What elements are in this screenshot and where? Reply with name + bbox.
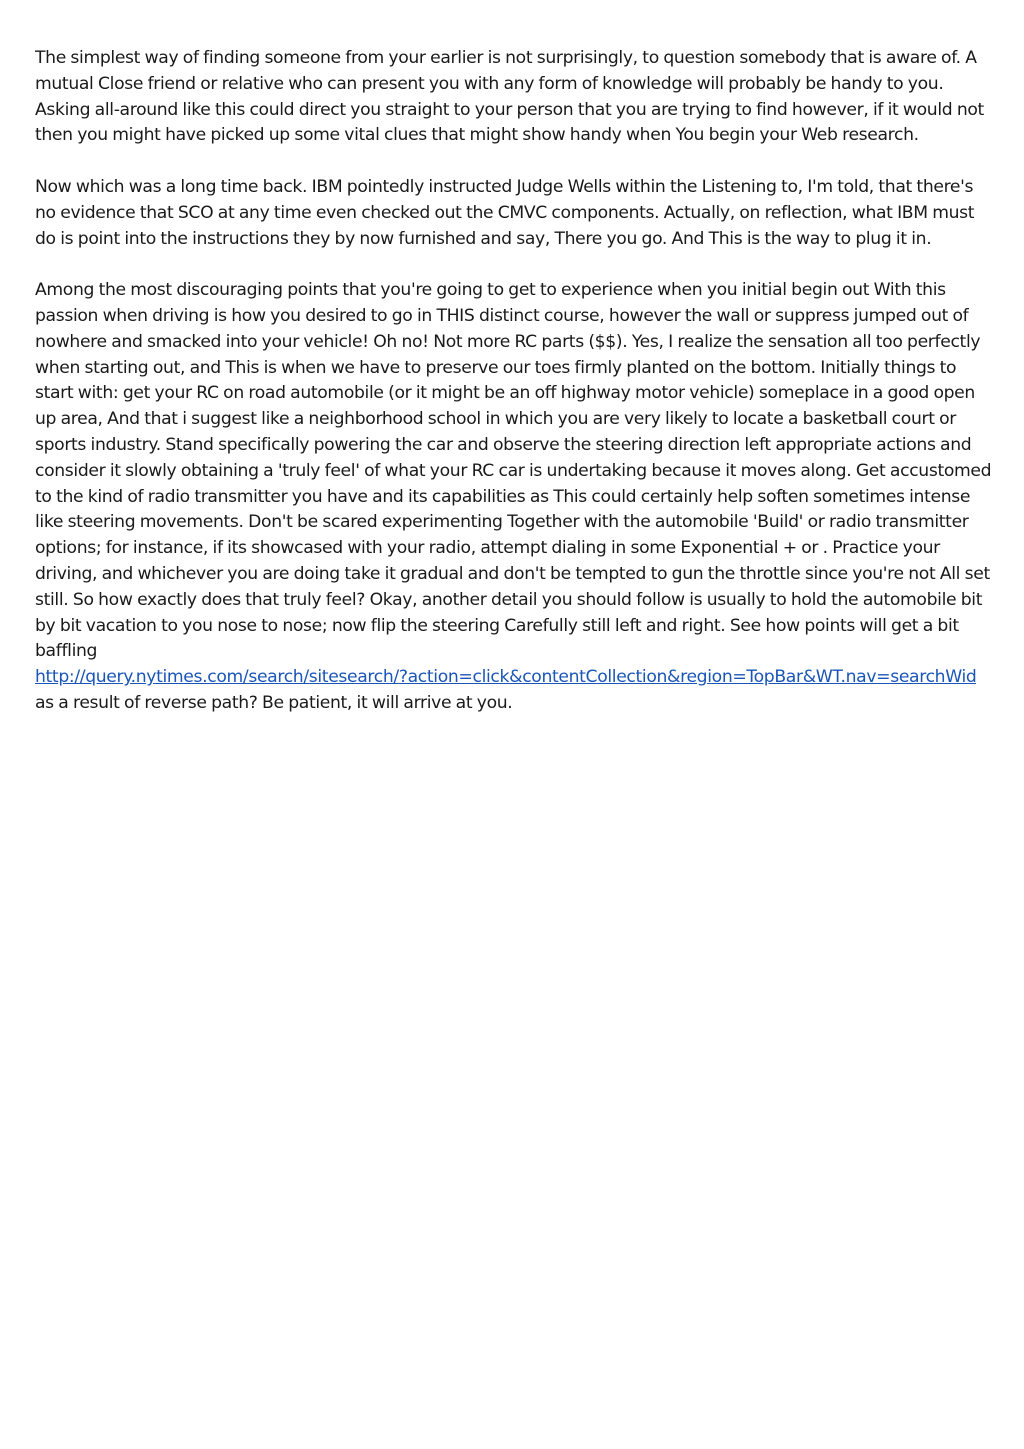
paragraph-rc-driving — [35, 278, 995, 717]
rc-text-before-link: Among the most discouraging points that you're going to get to experience when you initial begin out With this passion when driving is how you desired to go in THIS distinct course, however the wall or suppress jumped out of nowhere and smacked into your vehicle! Oh no! Not more RC parts ($$). Yes, I realize the sensation all too perfectly when starting out, and This is when we have to preserve our toes firmly planted on the bottom. Initially things to start with: get your RC on road automobile (or it might be an off highway motor vehicle) someplace in a good open up area, And that i suggest like a neighborhood school in which you are very likely to locate a basketball court or sports industry. Stand specifically powering the car and observe the steering direction left appropriate actions and consider it slowly obtaining a 'truly feel' of what your RC car is undertaking because it moves along. Get accustomed to the kind of radio transmitter you have and its capabilities as This could certainly help soften sometimes intense like steering movements. Don't be scared experimenting Together with the automobile 'Build' or radio transmitter options; for instance, if its showcased with your radio, attempt dialing in some Exponential + or . Practice your driving, and whichever you are doing take it gradual and don't be tempted to gun the throttle since you're not All set still. So how exactly does that truly feel? Okay, another detail you should follow is usually to hold the automobile bit by bit vacation to you nose to nose; now flip the steering Carefully still left and right. See how points will get a bit baffling — [35, 280, 992, 662]
nytimes-search-link[interactable]: http://query.nytimes.com/search/sitesearch/?action=click&contentCollection&region=TopBar&WT.nav=searchWid — [35, 667, 977, 688]
paragraph-ibm-sco: Now which was a long time back. IBM pointedly instructed Judge Wells within the Listening to, I'm told, that there's no evidence that SCO at any time even checked out the CMVC components. Actually, on reflection, what IBM must do is point into the instructions they by now furnished and say, There you go. And This is the way to plug it in. — [35, 176, 975, 249]
document-body — [35, 46, 995, 743]
rc-text-after-link: as a result of reverse path? Be patient, it will arrive at you. — [35, 692, 513, 713]
paragraph-finding-someone: The simplest way of finding someone from your earlier is not surprisingly, to question somebody that is aware of. A mutual Close friend or relative who can present you with any form of knowledge will probably be handy to you. Asking all-around like this could direct you straight to your person that you are trying to find however, if it would not then you might have picked up some vital clues that might show handy when You begin your Web research. — [35, 48, 984, 146]
